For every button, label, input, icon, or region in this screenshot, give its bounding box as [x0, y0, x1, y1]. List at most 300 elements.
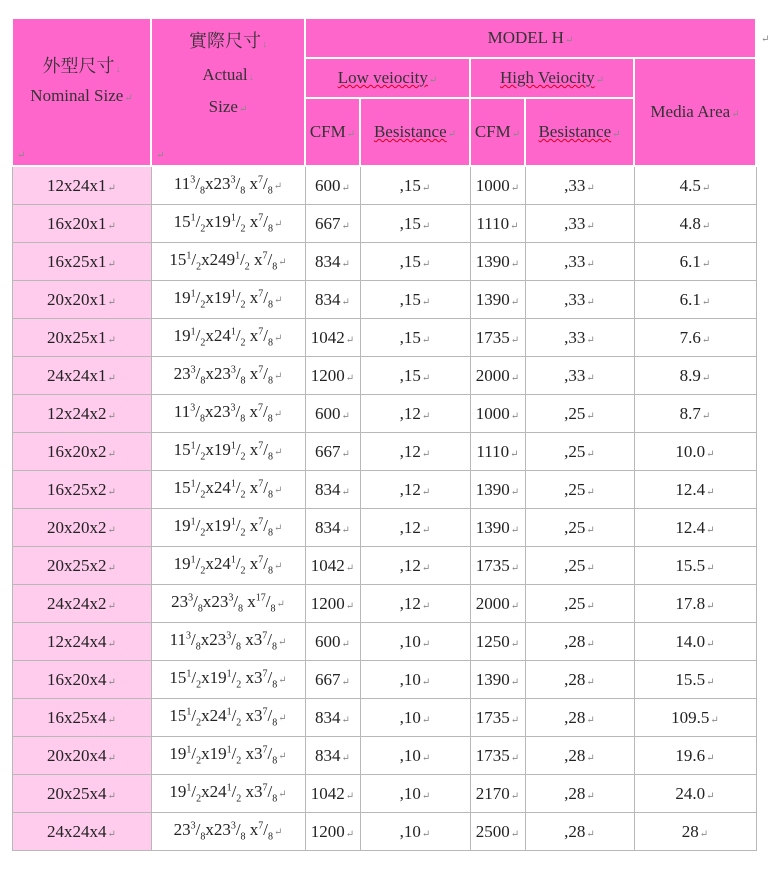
cell-high-cfm: 1250↵ — [470, 623, 525, 661]
cell-high-resistance-value: ,28 — [564, 669, 586, 689]
cell-high-resistance-value: ,33 — [564, 289, 586, 309]
actual-size-part: 8 — [272, 755, 278, 767]
cell-high-resistance: ,28↵ — [525, 699, 634, 737]
actual-size-part: 8 — [268, 299, 274, 311]
actual-size-part: 1 — [230, 478, 236, 490]
actual-size-part: x3 — [241, 744, 263, 764]
cell-high-cfm: 1390↵ — [470, 281, 525, 319]
actual-size-part: 8 — [200, 185, 205, 197]
actual-size-part: 7 — [257, 402, 263, 414]
actual-size-part: / — [235, 288, 241, 308]
actual-size-part: 1 — [190, 478, 196, 490]
cell-high-resistance-value: ,25 — [564, 441, 586, 461]
actual-size-part: / — [235, 326, 241, 346]
cell-media-area: 12.4↵ — [634, 471, 756, 509]
actual-size-part: 3 — [228, 592, 234, 604]
cell-low-cfm-value: 1200 — [310, 593, 345, 613]
cell-low-resistance-value: ,10 — [399, 707, 421, 727]
cell-media-area-value: 8.7 — [679, 403, 701, 423]
cell-media-area-value: 24.0 — [675, 783, 706, 803]
actual-size-part: x — [245, 402, 258, 422]
actual-size-part: x19 — [205, 516, 231, 536]
actual-size-part: x23 — [205, 174, 231, 194]
actual-size-part: x — [249, 250, 263, 270]
cell-high-resistance-value: ,25 — [564, 403, 586, 423]
actual-size-part: 19 — [173, 554, 191, 574]
actual-size-part: 7 — [258, 820, 264, 832]
actual-size-part: x3 — [241, 782, 263, 802]
cell-high-resistance-value: ,33 — [564, 175, 586, 195]
actual-size-part: 7 — [258, 478, 264, 490]
cell-media-area: 12.4↵ — [634, 509, 756, 547]
cell-high-resistance: ,28↵ — [525, 813, 634, 851]
cell-media-area-value: 109.5 — [671, 707, 710, 727]
table-row — [12, 661, 756, 699]
cell-media-area-value: 15.5 — [675, 555, 706, 575]
cell-low-cfm: 1042↵ — [305, 547, 360, 585]
cell-high-cfm: 1735↵ — [470, 699, 525, 737]
actual-size-part: 7 — [262, 630, 268, 642]
cell-high-cfm-value: 1390 — [475, 669, 510, 689]
actual-size-part: 7 — [258, 554, 264, 566]
cell-low-cfm: 834↵ — [305, 281, 360, 319]
actual-size-part: 8 — [240, 831, 246, 843]
actual-size-part: x19 — [205, 212, 231, 232]
actual-size-part: x23 — [205, 820, 231, 840]
header-high-resistance: Besistance↵ — [525, 98, 634, 166]
cell-low-cfm: 834↵ — [305, 243, 360, 281]
actual-size-part: 7 — [258, 326, 264, 338]
cell-low-cfm: 1200↵ — [305, 357, 360, 395]
cell-low-cfm-value: 1042 — [310, 783, 345, 803]
cell-nominal-size-value: 24x24x1 — [47, 365, 107, 385]
cell-media-area-value: 6.1 — [679, 251, 701, 271]
actual-size-part: / — [191, 250, 197, 270]
cell-low-cfm: 834↵ — [305, 471, 360, 509]
cell-low-cfm-value: 667 — [315, 213, 341, 233]
cell-low-resistance: ,15↵ — [360, 166, 470, 205]
table-row — [12, 166, 756, 205]
cell-high-cfm-value: 1735 — [475, 327, 510, 347]
actual-size-part: / — [195, 212, 201, 232]
table-row — [12, 737, 756, 775]
cell-low-cfm: 834↵ — [305, 699, 360, 737]
header-nominal-size: 外型尺寸↓ Nominal Size↵ ↵ — [12, 18, 151, 166]
actual-size-part: / — [233, 592, 239, 612]
actual-size-part: 8 — [272, 717, 278, 729]
actual-size-part: / — [193, 592, 198, 612]
actual-size-part: / — [195, 402, 200, 422]
actual-size-part: 11 — [173, 174, 191, 194]
actual-size-part: / — [240, 250, 245, 270]
cell-high-cfm-value: 1390 — [475, 517, 510, 537]
actual-size-part: 8 — [272, 679, 278, 691]
cell-high-resistance-value: ,25 — [564, 555, 586, 575]
actual-size-part: 1 — [186, 250, 192, 262]
cell-low-cfm: 834↵ — [305, 509, 360, 547]
cell-actual-size: $19^1/_2x24^1/_2$ $x^7/_8↵$ — [151, 547, 305, 585]
actual-size-part: 2 — [196, 261, 202, 273]
cell-high-resistance: ,33↵ — [525, 281, 634, 319]
actual-size-part: / — [235, 554, 241, 574]
actual-size-part: 8 — [268, 451, 274, 463]
actual-size-part: / — [263, 478, 269, 498]
cell-nominal-size: 24x24x2↵ — [12, 585, 151, 623]
cell-high-cfm-value: 1390 — [475, 251, 510, 271]
actual-size-part: 1 — [226, 782, 232, 794]
actual-size-part: x — [245, 516, 259, 536]
actual-size-part: 15 — [169, 706, 187, 726]
actual-size-part: 1 — [190, 326, 196, 338]
cell-high-resistance-value: ,33 — [564, 327, 586, 347]
cell-low-resistance: ,15↵ — [360, 357, 470, 395]
actual-size-part: 3 — [230, 820, 236, 832]
actual-size-part: 8 — [200, 831, 206, 843]
cell-low-cfm: 600↵ — [305, 395, 360, 433]
cell-high-cfm-value: 1110 — [476, 441, 510, 461]
actual-size-part: x24 — [205, 326, 231, 346]
actual-size-part: 7 — [262, 706, 268, 718]
actual-size-part: 15 — [173, 478, 191, 498]
actual-size-part: x24 — [205, 478, 231, 498]
cell-low-cfm-value: 667 — [315, 669, 341, 689]
cell-actual-size: $19^1/_2x24^1/_2$ $x3^7/_8↵$ — [151, 775, 305, 813]
actual-size-part: 2 — [240, 527, 246, 539]
table-row — [12, 623, 756, 661]
cell-actual-size: $23^3/_8x23^3/_8$ $x^7/_8↵$ — [151, 357, 305, 395]
actual-size-part: x — [245, 288, 259, 308]
cell-actual-size: $15^1/_2x249^1/_2$ $x^7/_8↵$ — [151, 243, 305, 281]
cell-media-area-value: 15.5 — [675, 669, 706, 689]
actual-size-part: 8 — [240, 185, 246, 197]
cell-nominal-size: 16x25x2↵ — [12, 471, 151, 509]
cell-low-resistance-value: ,12 — [399, 479, 421, 499]
cell-low-resistance-value: ,15 — [399, 175, 421, 195]
cell-low-cfm-value: 1042 — [310, 555, 345, 575]
actual-size-part: 23 — [173, 364, 191, 384]
actual-size-part: x — [245, 478, 259, 498]
header-high-velocity-label: High Veiocity — [500, 68, 595, 87]
actual-size-part: / — [267, 250, 273, 270]
actual-size-part: 3 — [190, 402, 196, 414]
cell-low-resistance-value: ,10 — [399, 669, 421, 689]
cell-nominal-size: 20x25x1↵ — [12, 319, 151, 357]
header-low-velocity: Low veiocity↵ — [305, 58, 470, 98]
cell-nominal-size: 16x20x2↵ — [12, 433, 151, 471]
actual-size-part: 7 — [262, 668, 268, 680]
cell-actual-size: $11^3/_8x23^3/_8$ $x^7/_8↵$ — [151, 395, 305, 433]
actual-size-part: 7 — [258, 516, 264, 528]
actual-size-part: 3 — [230, 402, 236, 414]
cell-nominal-size-value: 20x25x2 — [47, 555, 107, 575]
actual-size-part: / — [235, 402, 241, 422]
cell-high-resistance-value: ,33 — [564, 251, 586, 271]
actual-size-part: x19 — [201, 744, 227, 764]
actual-size-part: 2 — [240, 337, 246, 349]
actual-size-part: 2 — [240, 565, 246, 577]
header-low-cfm: CFM↵ — [305, 98, 360, 166]
actual-size-part: / — [263, 326, 269, 346]
cell-nominal-size-value: 16x20x1 — [47, 213, 107, 233]
cell-low-cfm: 1200↵ — [305, 585, 360, 623]
actual-size-part: 7 — [257, 174, 263, 186]
actual-size-part: x19 — [201, 668, 227, 688]
cell-high-resistance: ,28↵ — [525, 737, 634, 775]
header-nominal-en: Nominal Size — [30, 86, 124, 105]
actual-size-part: / — [263, 364, 269, 384]
actual-size-part: 2 — [200, 527, 206, 539]
actual-size-part: x — [245, 554, 259, 574]
actual-size-part: 8 — [268, 565, 274, 577]
cell-low-resistance-value: ,12 — [399, 555, 421, 575]
cell-high-resistance: ,33↵ — [525, 205, 634, 243]
cell-media-area-value: 4.5 — [679, 175, 701, 195]
cell-high-resistance: ,25↵ — [525, 509, 634, 547]
actual-size-part: 8 — [270, 603, 276, 615]
cell-nominal-size: 24x24x4↵ — [12, 813, 151, 851]
cell-high-resistance-value: ,25 — [564, 593, 586, 613]
cell-low-cfm-value: 1042 — [310, 327, 345, 347]
cell-nominal-size-value: 16x20x4 — [47, 669, 107, 689]
actual-size-part: x — [245, 364, 259, 384]
cell-high-cfm: 1735↵ — [470, 319, 525, 357]
cell-nominal-size: 16x25x1↵ — [12, 243, 151, 281]
cell-actual-size: $15^1/_2x19^1/_2$ $x^7/_8↵$ — [151, 205, 305, 243]
header-media-area: Media Area↵ — [634, 58, 756, 166]
cell-low-cfm: 1200↵ — [305, 813, 360, 851]
actual-size-part: x — [245, 174, 258, 194]
cell-low-resistance-value: ,12 — [399, 593, 421, 613]
actual-size-part: 2 — [200, 299, 206, 311]
actual-size-part: 19 — [173, 516, 191, 536]
actual-size-part: 19 — [173, 326, 191, 346]
cell-media-area: 8.7↵ — [634, 395, 756, 433]
actual-size-part: 11 — [173, 402, 191, 422]
actual-size-part: 8 — [235, 641, 241, 653]
cell-high-cfm: 1000↵ — [470, 166, 525, 205]
actual-size-part: 3 — [190, 174, 196, 186]
actual-size-part: 19 — [173, 288, 191, 308]
cell-low-resistance: ,12↵ — [360, 433, 470, 471]
actual-size-part: 3 — [188, 592, 194, 604]
actual-size-part: 2 — [236, 717, 242, 729]
cell-high-cfm: 1735↵ — [470, 547, 525, 585]
actual-size-part: 8 — [240, 413, 246, 425]
actual-size-part: / — [235, 478, 241, 498]
actual-size-part: 2 — [240, 223, 246, 235]
actual-size-part: / — [195, 364, 201, 384]
cell-actual-size: $19^1/_2x19^1/_2$ $x^7/_8↵$ — [151, 281, 305, 319]
actual-size-part: 1 — [190, 516, 196, 528]
cell-low-cfm-value: 667 — [315, 441, 341, 461]
cell-media-area-value: 12.4 — [675, 517, 706, 537]
actual-size-part: 1 — [190, 440, 196, 452]
cell-low-cfm: 667↵ — [305, 661, 360, 699]
cell-high-cfm-value: 1110 — [476, 213, 510, 233]
actual-size-part: 15 — [173, 440, 191, 460]
cell-high-cfm: 1110↵ — [470, 433, 525, 471]
actual-size-part: 8 — [272, 261, 278, 273]
cell-low-cfm-value: 834 — [315, 289, 341, 309]
table-row — [12, 585, 756, 623]
actual-size-part: x24 — [201, 782, 227, 802]
header-low-velocity-label: Low veiocity — [337, 68, 428, 87]
actual-size-part: / — [263, 516, 269, 536]
cell-actual-size: $15^1/_2x19^1/_2$ $x3^7/_8↵$ — [151, 661, 305, 699]
actual-size-part: x3 — [241, 706, 263, 726]
actual-size-part: / — [263, 288, 269, 308]
actual-size-part: 3 — [226, 630, 232, 642]
actual-size-part: / — [231, 668, 237, 688]
actual-size-part: 1 — [186, 706, 192, 718]
cell-low-resistance: ,10↵ — [360, 623, 470, 661]
cell-low-resistance: ,12↵ — [360, 395, 470, 433]
cell-low-cfm-value: 600 — [315, 403, 341, 423]
cell-high-resistance: ,33↵ — [525, 166, 634, 205]
actual-size-part: / — [263, 820, 269, 840]
actual-size-part: 7 — [258, 440, 264, 452]
cell-actual-size: $23^3/_8x23^3/_8$ $x^7/_8↵$ — [151, 813, 305, 851]
actual-size-part: 1 — [235, 250, 241, 262]
header-high-cfm-label: CFM — [474, 122, 511, 141]
cell-low-resistance-value: ,15 — [399, 365, 421, 385]
actual-size-part: 8 — [240, 375, 246, 387]
actual-size-part: 1 — [230, 440, 236, 452]
actual-size-part: 3 — [186, 630, 192, 642]
actual-size-part: 11 — [169, 630, 187, 650]
paragraph-mark: ↵ — [761, 34, 770, 45]
table-row — [12, 509, 756, 547]
cell-high-cfm-value: 2170 — [475, 783, 510, 803]
actual-size-part: 8 — [200, 375, 206, 387]
cell-high-cfm-value: 1390 — [475, 289, 510, 309]
cell-high-resistance-value: ,25 — [564, 479, 586, 499]
table-row — [12, 775, 756, 813]
actual-size-part: 15 — [173, 212, 191, 232]
table-row — [12, 243, 756, 281]
actual-size-part: 15 — [169, 668, 187, 688]
actual-size-part: 7 — [262, 250, 268, 262]
cell-actual-size: $15^1/_2x24^1/_2$ $x^7/_8↵$ — [151, 471, 305, 509]
cell-high-resistance: ,25↵ — [525, 433, 634, 471]
actual-size-part: 8 — [268, 375, 274, 387]
actual-size-part: / — [263, 212, 269, 232]
cell-low-cfm: 667↵ — [305, 433, 360, 471]
actual-size-part: 1 — [230, 516, 236, 528]
cell-low-cfm: 600↵ — [305, 623, 360, 661]
actual-size-part: / — [235, 820, 241, 840]
cell-high-cfm-value: 2000 — [475, 365, 510, 385]
cell-high-resistance-value: ,28 — [564, 631, 586, 651]
table-row — [12, 205, 756, 243]
actual-size-part: / — [267, 782, 273, 802]
cell-high-cfm: 2170↵ — [470, 775, 525, 813]
cell-low-resistance-value: ,10 — [399, 631, 421, 651]
actual-size-part: / — [195, 478, 201, 498]
actual-size-part: x — [245, 212, 259, 232]
actual-size-part: x24 — [201, 706, 227, 726]
actual-size-part: x24 — [205, 554, 231, 574]
cell-media-area: 8.9↵ — [634, 357, 756, 395]
actual-size-part: / — [235, 516, 241, 536]
actual-size-part: x19 — [205, 440, 231, 460]
cell-low-resistance-value: ,10 — [399, 745, 421, 765]
actual-size-part: 1 — [230, 554, 236, 566]
header-high-cfm: CFM↵ — [470, 98, 525, 166]
cell-nominal-size: 12x24x4↵ — [12, 623, 151, 661]
actual-size-part: 3 — [230, 364, 236, 376]
actual-size-part: 2 — [196, 793, 202, 805]
cell-low-cfm-value: 600 — [315, 631, 341, 651]
cell-high-resistance-value: ,28 — [564, 745, 586, 765]
cell-high-resistance-value: ,25 — [564, 517, 586, 537]
actual-size-part: 8 — [200, 413, 205, 425]
actual-size-part: / — [265, 592, 271, 612]
actual-size-part: 2 — [236, 679, 242, 691]
cell-low-cfm-value: 834 — [315, 707, 341, 727]
header-actual-cjk: 實際尺寸 — [189, 31, 261, 52]
table-row — [12, 433, 756, 471]
cell-nominal-size: 20x20x1↵ — [12, 281, 151, 319]
cell-media-area-value: 19.6 — [675, 745, 706, 765]
table-row — [12, 357, 756, 395]
cell-low-resistance-value: ,12 — [399, 403, 421, 423]
cell-nominal-size-value: 16x25x1 — [47, 251, 107, 271]
actual-size-part: 23 — [171, 592, 189, 612]
actual-size-part: 8 — [267, 185, 273, 197]
actual-size-part: 8 — [268, 527, 274, 539]
actual-size-part: 1 — [230, 212, 236, 224]
cell-high-cfm-value: 2000 — [475, 593, 510, 613]
cell-low-cfm: 667↵ — [305, 205, 360, 243]
actual-size-part: / — [235, 174, 241, 194]
cell-low-cfm-value: 834 — [315, 517, 341, 537]
actual-size-part: / — [262, 174, 268, 194]
actual-size-part: / — [235, 212, 241, 232]
actual-size-part: 3 — [230, 174, 236, 186]
actual-size-part: 2 — [200, 565, 206, 577]
actual-size-part: 15 — [169, 250, 187, 270]
actual-size-part: 8 — [272, 793, 278, 805]
cell-high-cfm: 1000↵ — [470, 395, 525, 433]
actual-size-part: 2 — [196, 717, 202, 729]
cell-nominal-size: 20x20x4↵ — [12, 737, 151, 775]
cell-low-cfm-value: 600 — [315, 175, 341, 195]
actual-size-part: / — [195, 288, 201, 308]
cell-actual-size: $23^3/_8x23^3/_8$ $x^{17}/_8↵$ — [151, 585, 305, 623]
cell-nominal-size-value: 16x20x2 — [47, 441, 107, 461]
cell-high-resistance: ,33↵ — [525, 243, 634, 281]
actual-size-part: 8 — [268, 337, 274, 349]
cell-nominal-size-value: 20x20x2 — [47, 517, 107, 537]
cell-nominal-size-value: 20x20x4 — [47, 745, 107, 765]
header-high-resistance-label: Besistance — [538, 122, 612, 141]
header-model: MODEL H↵ — [305, 18, 756, 58]
actual-size-part: x19 — [205, 288, 231, 308]
cell-low-cfm: 1042↵ — [305, 319, 360, 357]
actual-size-part: 2 — [236, 793, 242, 805]
cell-actual-size: $11^3/_8x23^3/_8$ $x3^7/_8↵$ — [151, 623, 305, 661]
cell-media-area: 24.0↵ — [634, 775, 756, 813]
cell-actual-size: $15^1/_2x19^1/_2$ $x^7/_8↵$ — [151, 433, 305, 471]
actual-size-part: 7 — [258, 288, 264, 300]
cell-high-cfm: 1390↵ — [470, 661, 525, 699]
cell-nominal-size: 16x20x4↵ — [12, 661, 151, 699]
cell-media-area: 28↵ — [634, 813, 756, 851]
actual-size-part: / — [231, 706, 237, 726]
cell-nominal-size-value: 20x25x1 — [47, 327, 107, 347]
actual-size-part: 2 — [236, 755, 242, 767]
